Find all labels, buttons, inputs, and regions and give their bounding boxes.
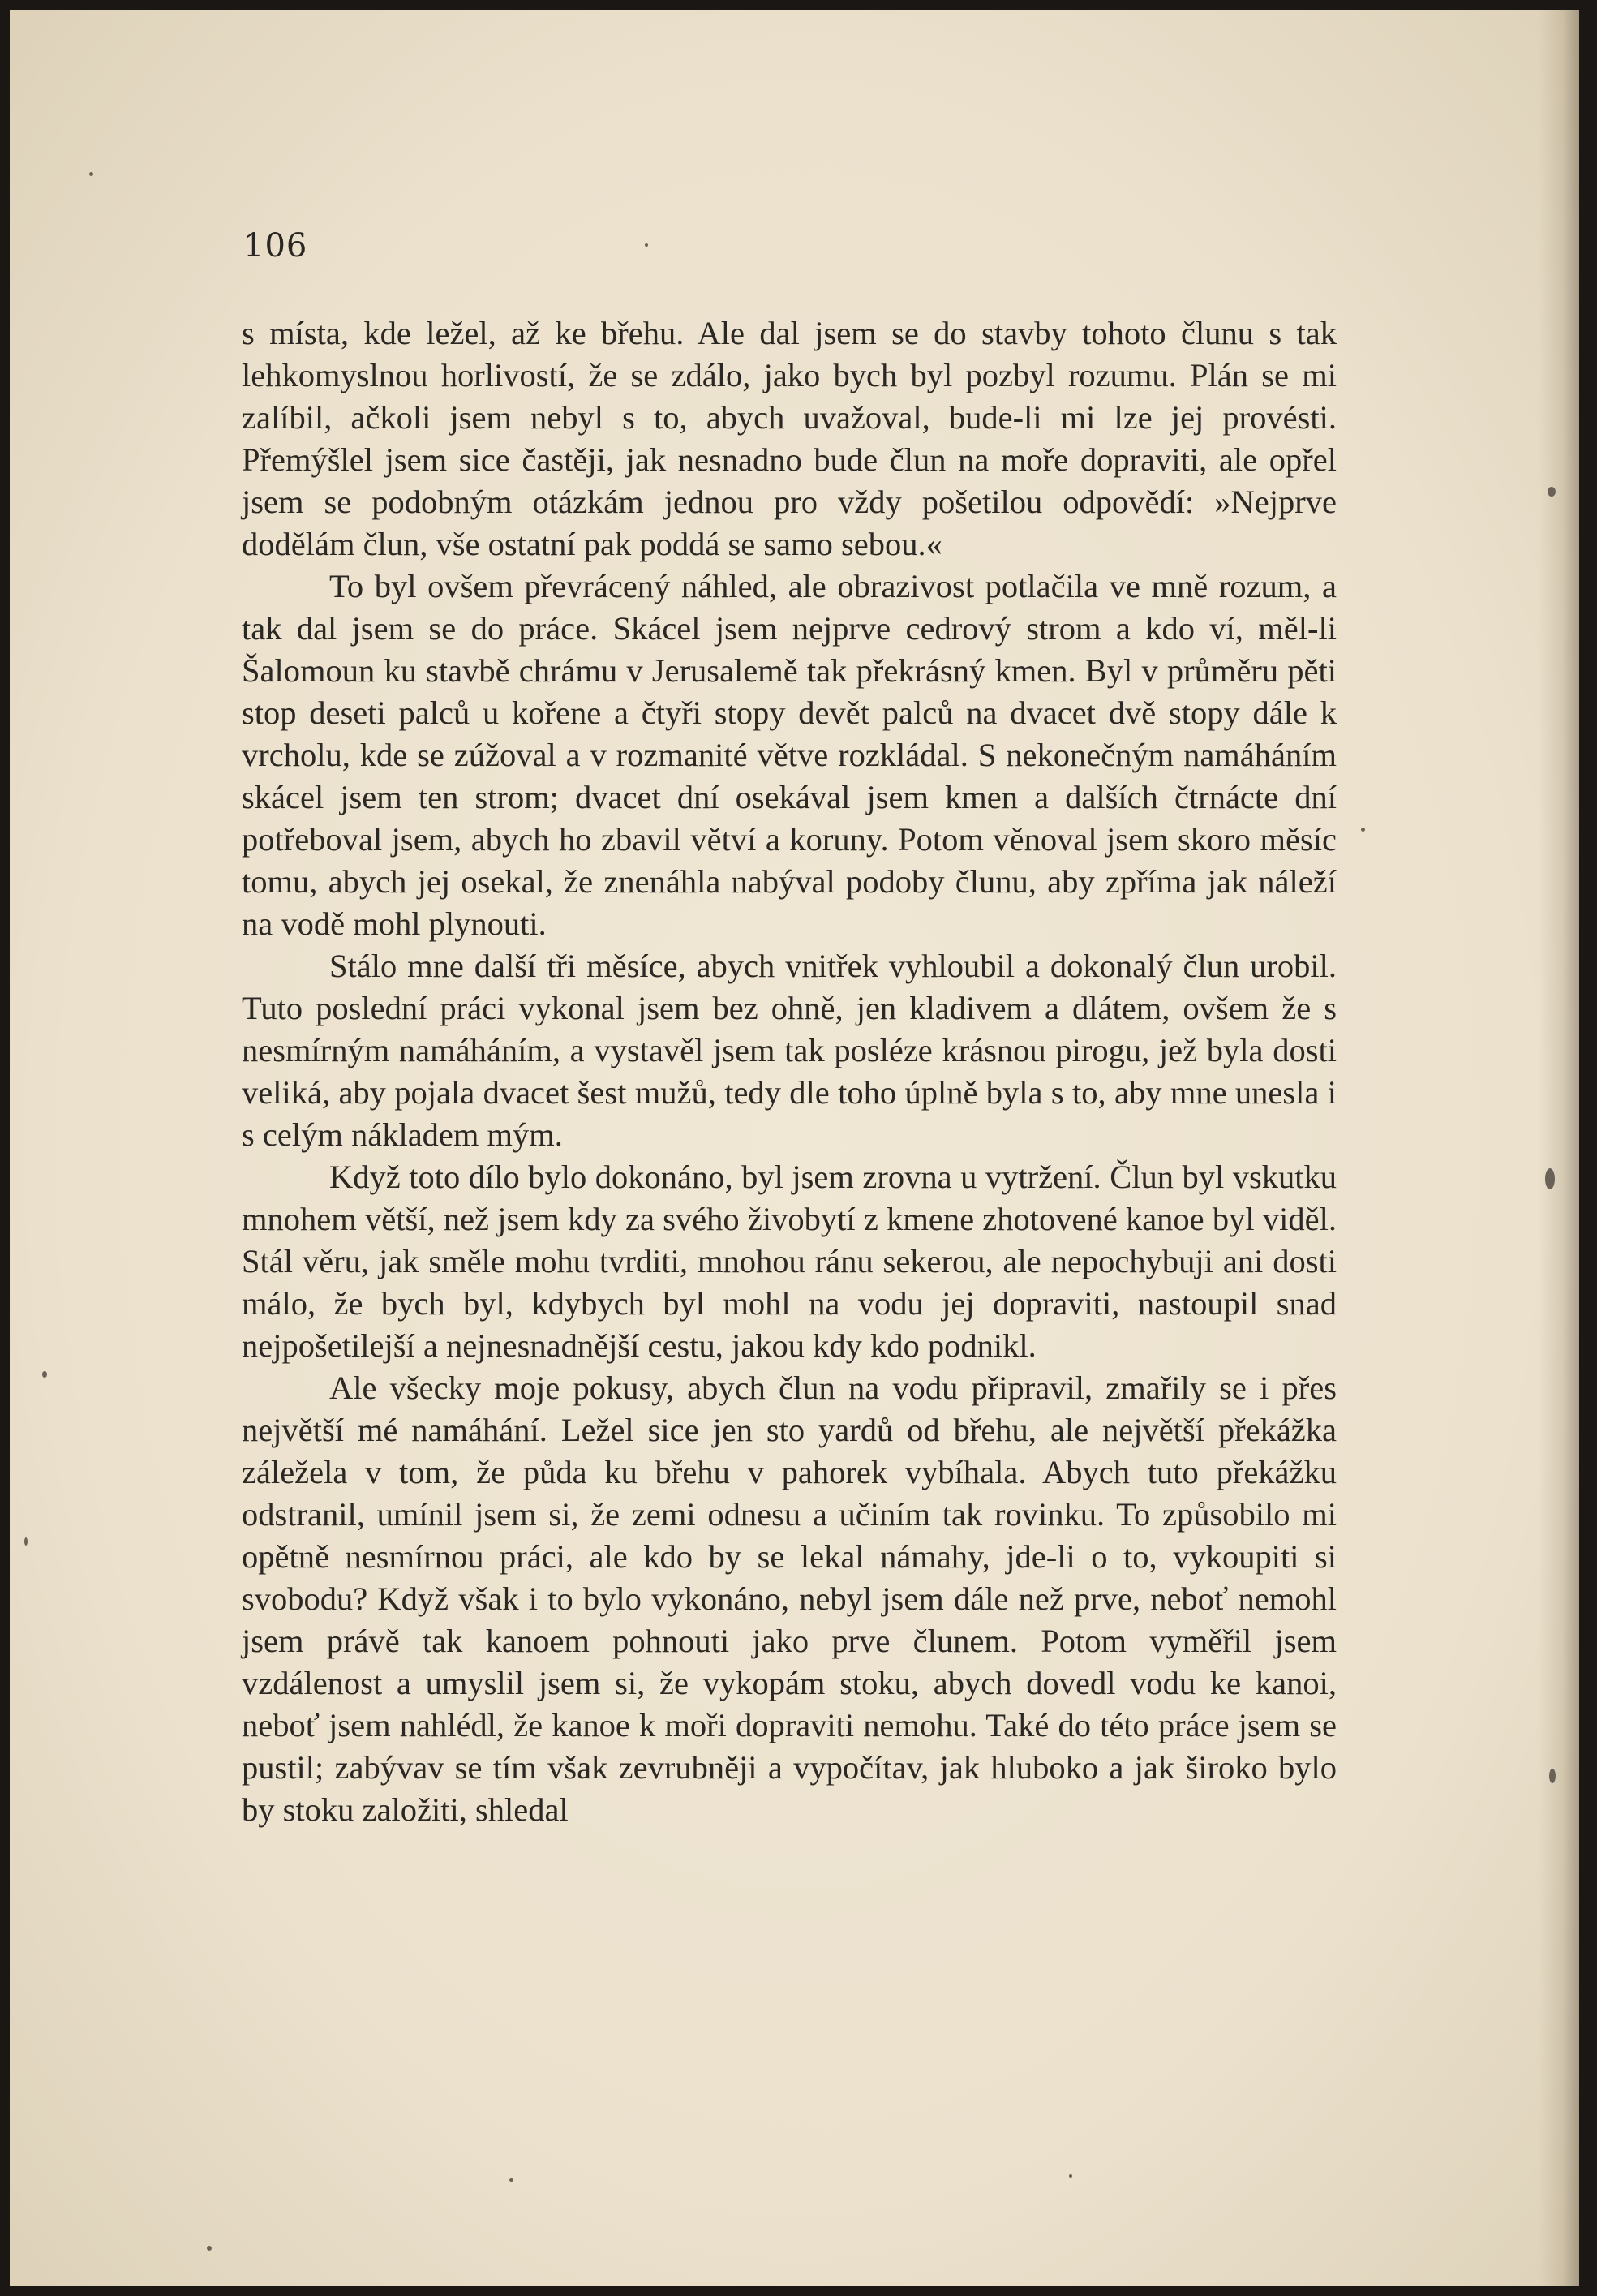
scan-speck	[509, 2178, 513, 2182]
scan-border-top	[0, 0, 1597, 10]
scan-speck	[1549, 1769, 1556, 1783]
scan-speck	[1069, 2174, 1072, 2178]
scan-speck	[1548, 487, 1556, 497]
scan-speck	[207, 2246, 212, 2251]
scan-speck	[1361, 828, 1365, 832]
scan-speck	[24, 1537, 28, 1546]
scan-speck	[645, 243, 648, 247]
paragraph: Stálo mne další tři měsíce, abych vnitřek vyhloubil a dokonalý člun urobil. Tuto poslední práci vykonal jsem bez ohně, jen kladivem a dlátem, ovšem že s nesmírným namáháním, a vystavěl jsem tak posléze krásnou pirogu, jež byla dosti veliká, aby pojala dvacet šest mužů, tedy dle toho úplně byla s to, aby mne unesla i s celým nákladem mým.	[242, 948, 1337, 1153]
body-text	[242, 312, 1337, 1831]
scan-speck	[42, 1371, 47, 1378]
scan-border-bottom	[0, 2286, 1597, 2296]
page-number: 106	[243, 227, 308, 264]
page-gutter-shadow	[1539, 10, 1579, 2286]
paragraph: To byl ovšem převrácený náhled, ale obrazivost potlačila ve mně rozum, a tak dal jsem se do práce. Skácel jsem nejprve cedrový strom a kdo ví, měl-li Šalomoun ku stavbě chrámu v Jerusalemě tak překrásný kmen. Byl v průměru pěti stop deseti palců u kořene a čtyři stopy devět palců na dvacet dvě stopy dále k vrcholu, kde se zúžoval a v rozmanité větve rozkládal. S nekonečným namáháním skácel jsem ten strom; dvacet dní osekával jsem kmen a dalších čtrnácte dní potřeboval jsem, abych ho zbavil větví a koruny. Potom věnoval jsem skoro měsíc tomu, abych jej osekal, že znenáhla nabýval podoby člunu, aby zpříma jak náleží na vodě mohl plynouti.	[242, 568, 1337, 942]
paragraph: s místa, kde ležel, až ke břehu. Ale dal jsem se do stavby tohoto člunu s tak lehkomyslnou horlivostí, že se zdálo, jako bych byl pozbyl rozumu. Plán se mi zalíbil, ačkoli jsem nebyl s to, abych uvažoval, bude-li mi lze jej provésti. Přemýšlel jsem sice častěji, jak nesnadno bude člun na moře dopraviti, ale opřel jsem se podobným otázkám jednou pro vždy pošetilou odpovědí: »Nejprve dodělám člun, vše ostatní pak poddá se samo sebou.«	[242, 315, 1337, 562]
scan-speck	[1545, 1168, 1555, 1189]
paragraph: Ale všecky moje pokusy, abych člun na vodu připravil, zmařily se i přes největší mé namáhání. Ležel sice jen sto yardů od břehu, ale největší překážka záležela v tom, že půda ku břehu v pahorek vybíhala. Abych tuto překážku odstranil, umínil jsem si, že zemi odnesu a učiním tak rovinku. To způsobilo mi opětně nesmírnou práci, ale kdo by se lekal námahy, jde-li o to, vykoupiti si svobodu? Když však i to bylo vykonáno, nebyl jsem dále než prve, neboť nemohl jsem právě tak kanoem pohnouti jako prve člunem. Potom vyměřil jsem vzdálenost a umyslil jsem si, že vykopám stoku, abych dovedl vodu ke kanoi, neboť jsem nahlédl, že kanoe k moři dopraviti nemohu. Také do této práce jsem se pustil; zabývav se tím však zevrubněji a vypočítav, jak hluboko a jak široko bylo by stoku založiti, shledal	[242, 1369, 1337, 1828]
paragraph: Když toto dílo bylo dokonáno, byl jsem zrovna u vytržení. Člun byl vskutku mnohem větší, než jsem kdy za svého živobytí z kmene zhotovené kanoe byl viděl. Stál věru, jak směle mohu tvrditi, mnohou ránu sekerou, ale nepochybuji ani dosti málo, že bych byl, kdybych byl mohl na vodu jej dopraviti, nastoupil snad nejpošetilejší a nejnesnadnější cestu, jakou kdy kdo podnikl.	[242, 1159, 1337, 1364]
scan-border-left	[0, 0, 10, 2296]
scan-speck	[89, 172, 93, 176]
scan-border-right	[1579, 0, 1597, 2296]
